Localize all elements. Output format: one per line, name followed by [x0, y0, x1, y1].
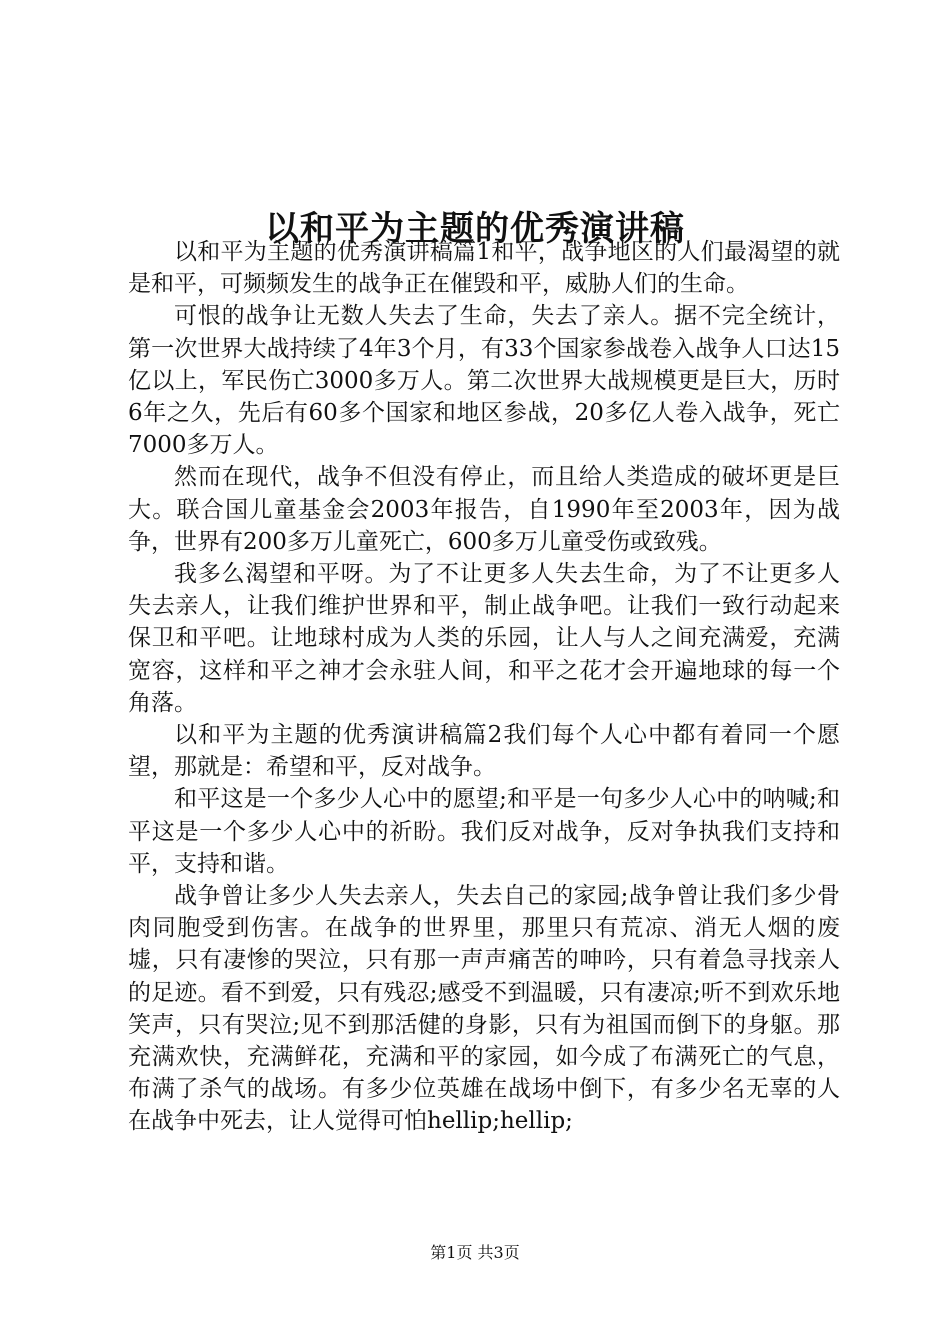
paragraph: 可恨的战争让无数人失去了生命，失去了亲人。据不完全统计，第一次世界大战持续了4年3个月，有33个国家参战卷入战争人口达15亿以上，军民伤亡3000多万人。第二次世界大战规模更是巨大，历时6年之久，先后有60多个国家和地区参战，20多亿人卷入战争，死亡7000多万人。	[128, 303, 840, 459]
page-title: 以和平为主题的优秀演讲稿	[265, 208, 685, 249]
paragraph: 以和平为主题的优秀演讲稿篇1和平，战争地区的人们最渴望的就是和平，可频频发生的战争正在催毁和平，威胁人们的生命。	[128, 239, 840, 298]
document-body	[128, 236, 840, 1138]
paragraph: 然而在现代，战争不但没有停止，而且给人类造成的破坏更是巨大。联合国儿童基金会2003年报告，自1990年至2003年，因为战争，世界有200多万儿童死亡，600多万儿童受伤或致残。	[128, 464, 840, 555]
paragraph: 我多么渴望和平呀。为了不让更多人失去生命，为了不让更多人失去亲人，让我们维护世界和平，制止战争吧。让我们一致行动起来保卫和平吧。让地球村成为人类的乐园，让人与人之间充满爱，充满宽容，这样和平之神才会永驻人间，和平之花才会开遍地球的每一个角落。	[128, 561, 840, 716]
paragraph: 战争曾让多少人失去亲人，失去自己的家园;战争曾让我们多少骨肉同胞受到伤害。在战争的世界里，那里只有荒凉、消无人烟的废墟，只有凄惨的哭泣，只有那一声声痛苦的呻吟，只有着急寻找亲人的足迹。看不到爱，只有残忍;感受不到温暖，只有凄凉;听不到欢乐地笑声，只有哭泣;见不到那活健的身影，只有为祖国而倒下的身躯。那充满欢快，充满鲜花，充满和平的家园，如今成了布满死亡的气息，布满了杀气的战场。有多少位英雄在战场中倒下，有多少名无辜的人在战争中死去，让人觉得可怕hellip;hellip;	[128, 883, 840, 1135]
paragraph: 和平这是一个多少人心中的愿望;和平是一句多少人心中的呐喊;和平这是一个多少人心中的祈盼。我们反对战争，反对争执我们支持和平，支持和谐。	[128, 786, 840, 877]
page-footer: 第1页 共3页	[430, 1243, 520, 1262]
paragraph: 以和平为主题的优秀演讲稿篇2我们每个人心中都有着同一个愿望，那就是：希望和平，反对战争。	[128, 722, 840, 781]
